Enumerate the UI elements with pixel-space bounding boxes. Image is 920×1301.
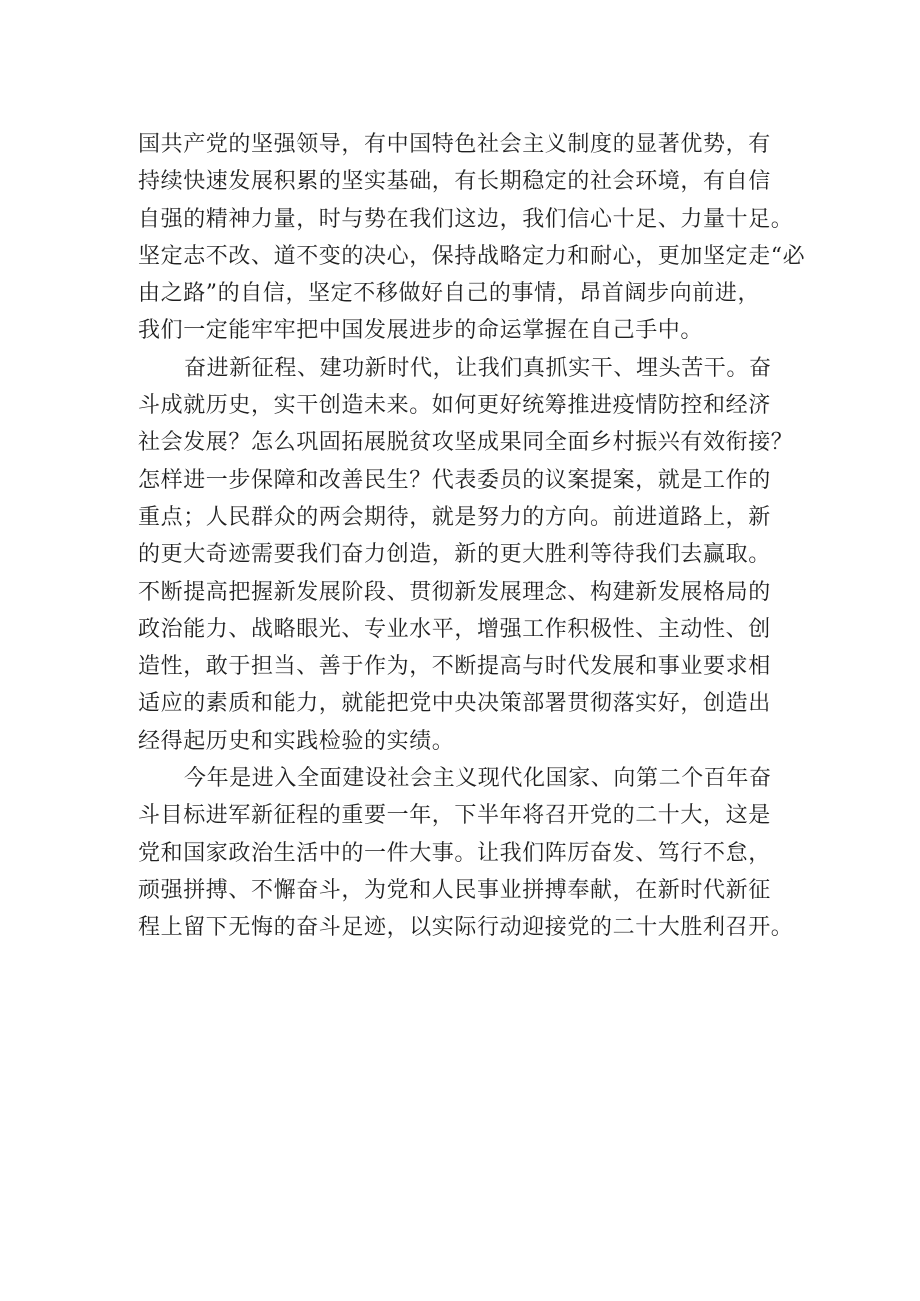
text-line: 怎样进一步保障和改善民生？代表委员的议案提案，就是工作的: [138, 467, 771, 493]
text-line: 党和国家政治生活中的一件大事。让我们阵厉奋发、笃行不怠，: [138, 840, 771, 866]
text-line: 政治能力、战略眼光、专业水平，增强工作积极性、主动性、创: [138, 616, 771, 642]
text-line: 造性，敢于担当、善于作为，不断提高与时代发展和事业要求相: [138, 654, 771, 680]
text-line: 适应的素质和能力，就能把党中央决策部署贯彻落实好，创造出: [138, 691, 771, 717]
text-line: 我们一定能牢牢把中国发展进步的命运掌握在自己手中。: [138, 318, 704, 344]
text-line: 社会发展？怎么巩固拓展脱贫攻坚成果同全面乡村振兴有效衔接？: [138, 430, 794, 456]
document-body: [138, 126, 806, 947]
text-line: 自强的精神力量，时与势在我们这边，我们信心十足、力量十足。: [138, 206, 794, 232]
text-line: 持续快速发展积累的坚实基础，有长期稳定的社会环境，有自信: [138, 169, 771, 195]
text-line: 的更大奇迹需要我们奋力创造，新的更大胜利等待我们去赢取。: [138, 542, 771, 568]
text-line: 斗目标进军新征程的重要一年，下半年将召开党的二十大，这是: [138, 803, 771, 829]
text-line: 奋进新征程、建功新时代，让我们真抓实干、埋头苦干。奋: [184, 355, 772, 381]
paragraph-1: [138, 126, 806, 350]
text-line: 坚定志不改、道不变的决心，保持战略定力和耐心，更加坚定走“必: [138, 243, 806, 269]
text-line: 顽强拼搏、不懈奋斗，为党和人民事业拼搏奉献，在新时代新征: [138, 877, 771, 903]
text-line: 斗成就历史，实干创造未来。如何更好统筹推进疫情防控和经济: [138, 393, 771, 419]
text-line: 不断提高把握新发展阶段、贯彻新发展理念、构建新发展格局的: [138, 579, 771, 605]
text-line: 今年是进入全面建设社会主义现代化国家、向第二个百年奋: [184, 766, 772, 792]
text-line: 由之路”的自信，坚定不移做好自己的事情，昂首阔步向前进，: [138, 281, 761, 307]
text-line: 经得起历史和实践检验的实绩。: [138, 728, 455, 754]
text-line: 国共产党的坚强领导，有中国特色社会主义制度的显著优势，有: [138, 132, 771, 157]
paragraph-2: [138, 350, 806, 760]
paragraph-3: [138, 760, 806, 946]
text-line: 重点；人民群众的两会期待，就是努力的方向。前进道路上，新: [138, 504, 771, 530]
text-line: 程上留下无悔的奋斗足迹，以实际行动迎接党的二十大胜利召开。: [138, 915, 794, 941]
